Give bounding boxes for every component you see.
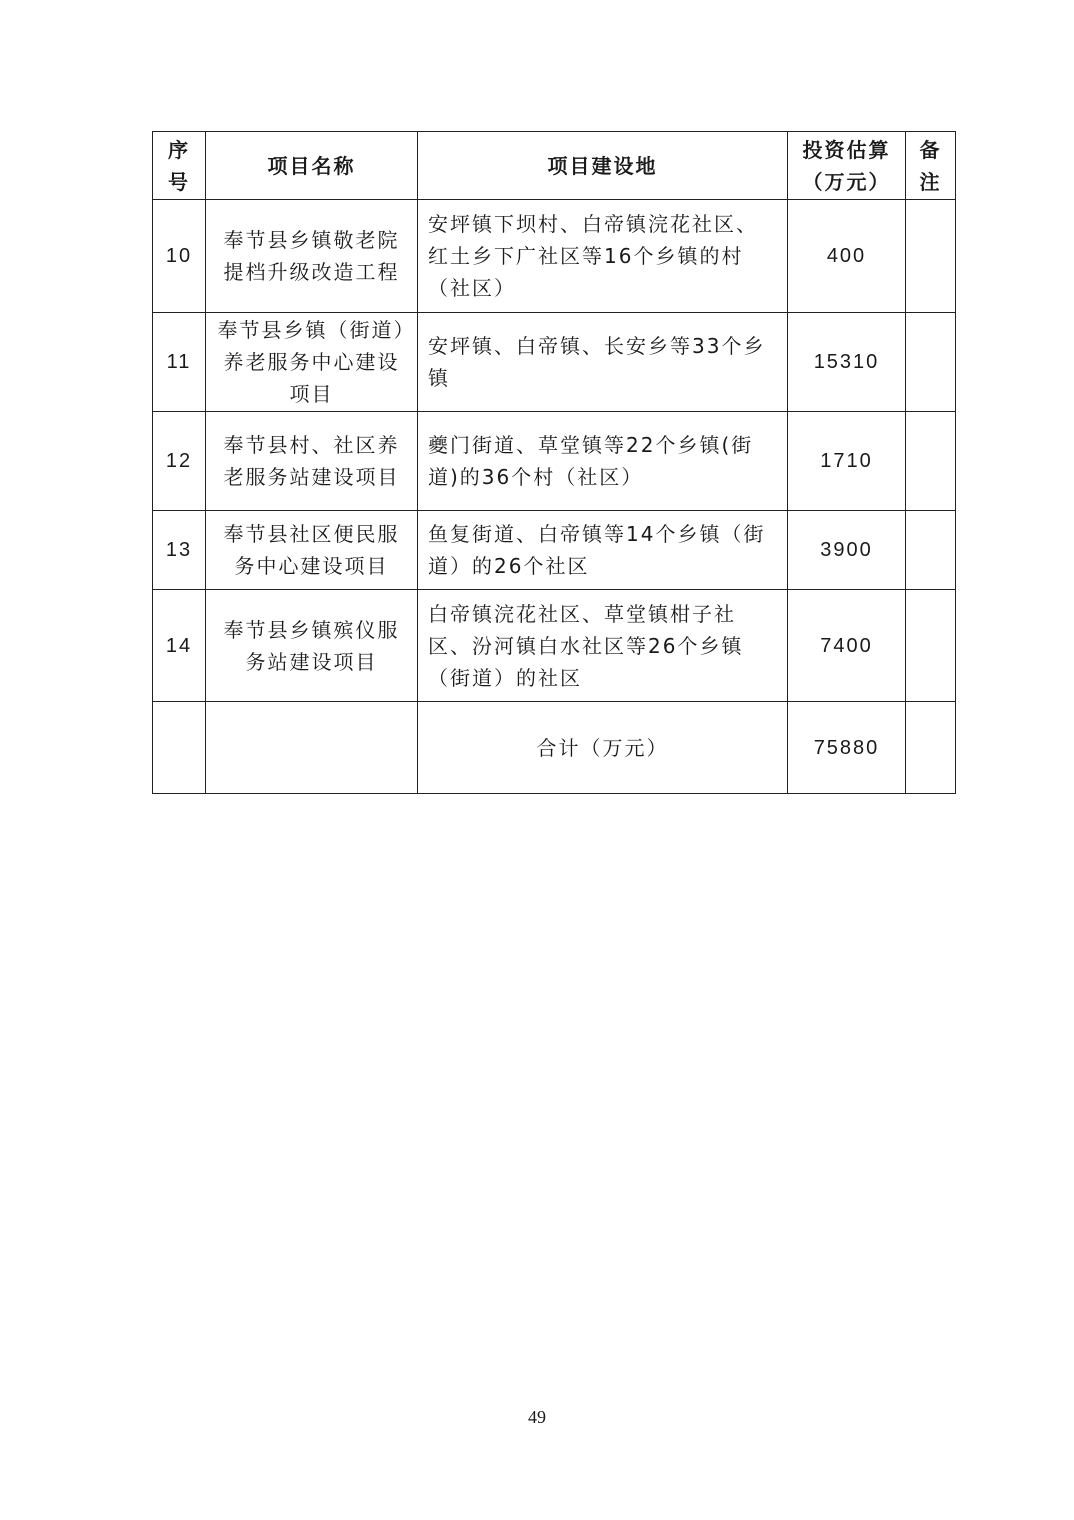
table-row (153, 590, 956, 702)
header-index: 序号 (153, 132, 206, 200)
row-index: 11 (153, 313, 206, 412)
row-remark (906, 511, 956, 590)
row-location: 安坪镇、白帝镇、长安乡等33个乡镇 (418, 313, 788, 412)
row-investment: 1710 (788, 412, 906, 511)
row-remark (906, 412, 956, 511)
header-location: 项目建设地 (418, 132, 788, 200)
row-location: 鱼复街道、白帝镇等14个乡镇（街道）的26个社区 (418, 511, 788, 590)
row-index: 14 (153, 590, 206, 702)
row-location: 夔门街道、草堂镇等22个乡镇(街道)的36个村（社区） (418, 412, 788, 511)
total-empty-name (206, 702, 418, 794)
row-remark (906, 313, 956, 412)
page-number: 49 (528, 1407, 546, 1427)
row-index: 13 (153, 511, 206, 590)
total-remark (906, 702, 956, 794)
project-table (152, 131, 956, 794)
row-project-name: 奉节县乡镇殡仪服务站建设项目 (206, 590, 418, 702)
row-remark (906, 200, 956, 313)
total-empty-index (153, 702, 206, 794)
table-row (153, 511, 956, 590)
row-project-name: 奉节县社区便民服务中心建设项目 (206, 511, 418, 590)
table-row (153, 313, 956, 412)
total-investment: 75880 (788, 702, 906, 794)
row-project-name: 奉节县乡镇敬老院提档升级改造工程 (206, 200, 418, 313)
header-remark: 备注 (906, 132, 956, 200)
row-remark (906, 590, 956, 702)
row-project-name: 奉节县乡镇（街道）养老服务中心建设项目 (206, 313, 418, 412)
header-name: 项目名称 (206, 132, 418, 200)
table-total-row (153, 702, 956, 794)
row-index: 10 (153, 200, 206, 313)
table-header-row (153, 132, 956, 200)
row-location: 安坪镇下坝村、白帝镇浣花社区、红土乡下广社区等16个乡镇的村（社区） (418, 200, 788, 313)
row-location: 白帝镇浣花社区、草堂镇柑子社区、汾河镇白水社区等26个乡镇（街道）的社区 (418, 590, 788, 702)
row-investment: 7400 (788, 590, 906, 702)
row-investment: 15310 (788, 313, 906, 412)
row-investment: 400 (788, 200, 906, 313)
table-row (153, 412, 956, 511)
total-label: 合计（万元） (418, 702, 788, 794)
row-project-name: 奉节县村、社区养老服务站建设项目 (206, 412, 418, 511)
table-row (153, 200, 956, 313)
row-index: 12 (153, 412, 206, 511)
header-investment: 投资估算（万元） (788, 132, 906, 200)
row-investment: 3900 (788, 511, 906, 590)
